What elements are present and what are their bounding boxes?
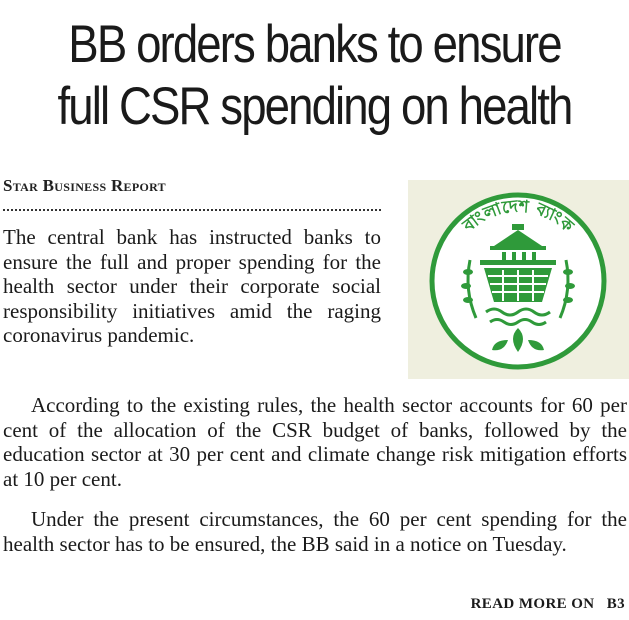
logo-text: বাংলাদেশ ব্যাংক [459,196,578,237]
bangladesh-bank-logo [408,180,629,379]
read-more-page: B3 [606,596,625,612]
article-paragraph-3: Under the present circumstances, the 60 per cent spending for the health sector has to be ensured, the BB said in a notice on Tuesday. [3,507,627,556]
read-more-link[interactable] [471,596,625,613]
article-paragraph-2: According to the existing rules, the health sector accounts for 60 per cent of the allocation of the CSR budget of banks, followed by the education sector at 30 per cent and climate change risk mitigation efforts at 10 per cent. [3,393,627,491]
byline-divider [3,209,381,211]
article-paragraph-1: The central bank has instructed banks to ensure the full and proper spending for the health sector under their corporate social responsibility initiatives amid the raging coronavirus pandemic. [3,225,381,347]
byline: Star Business Report [3,176,166,195]
read-more-label: READ MORE ON [470,596,595,612]
bangladesh-bank-seal-icon [408,180,629,379]
headline: BB orders banks to ensure full CSR spending on health [57,15,572,136]
